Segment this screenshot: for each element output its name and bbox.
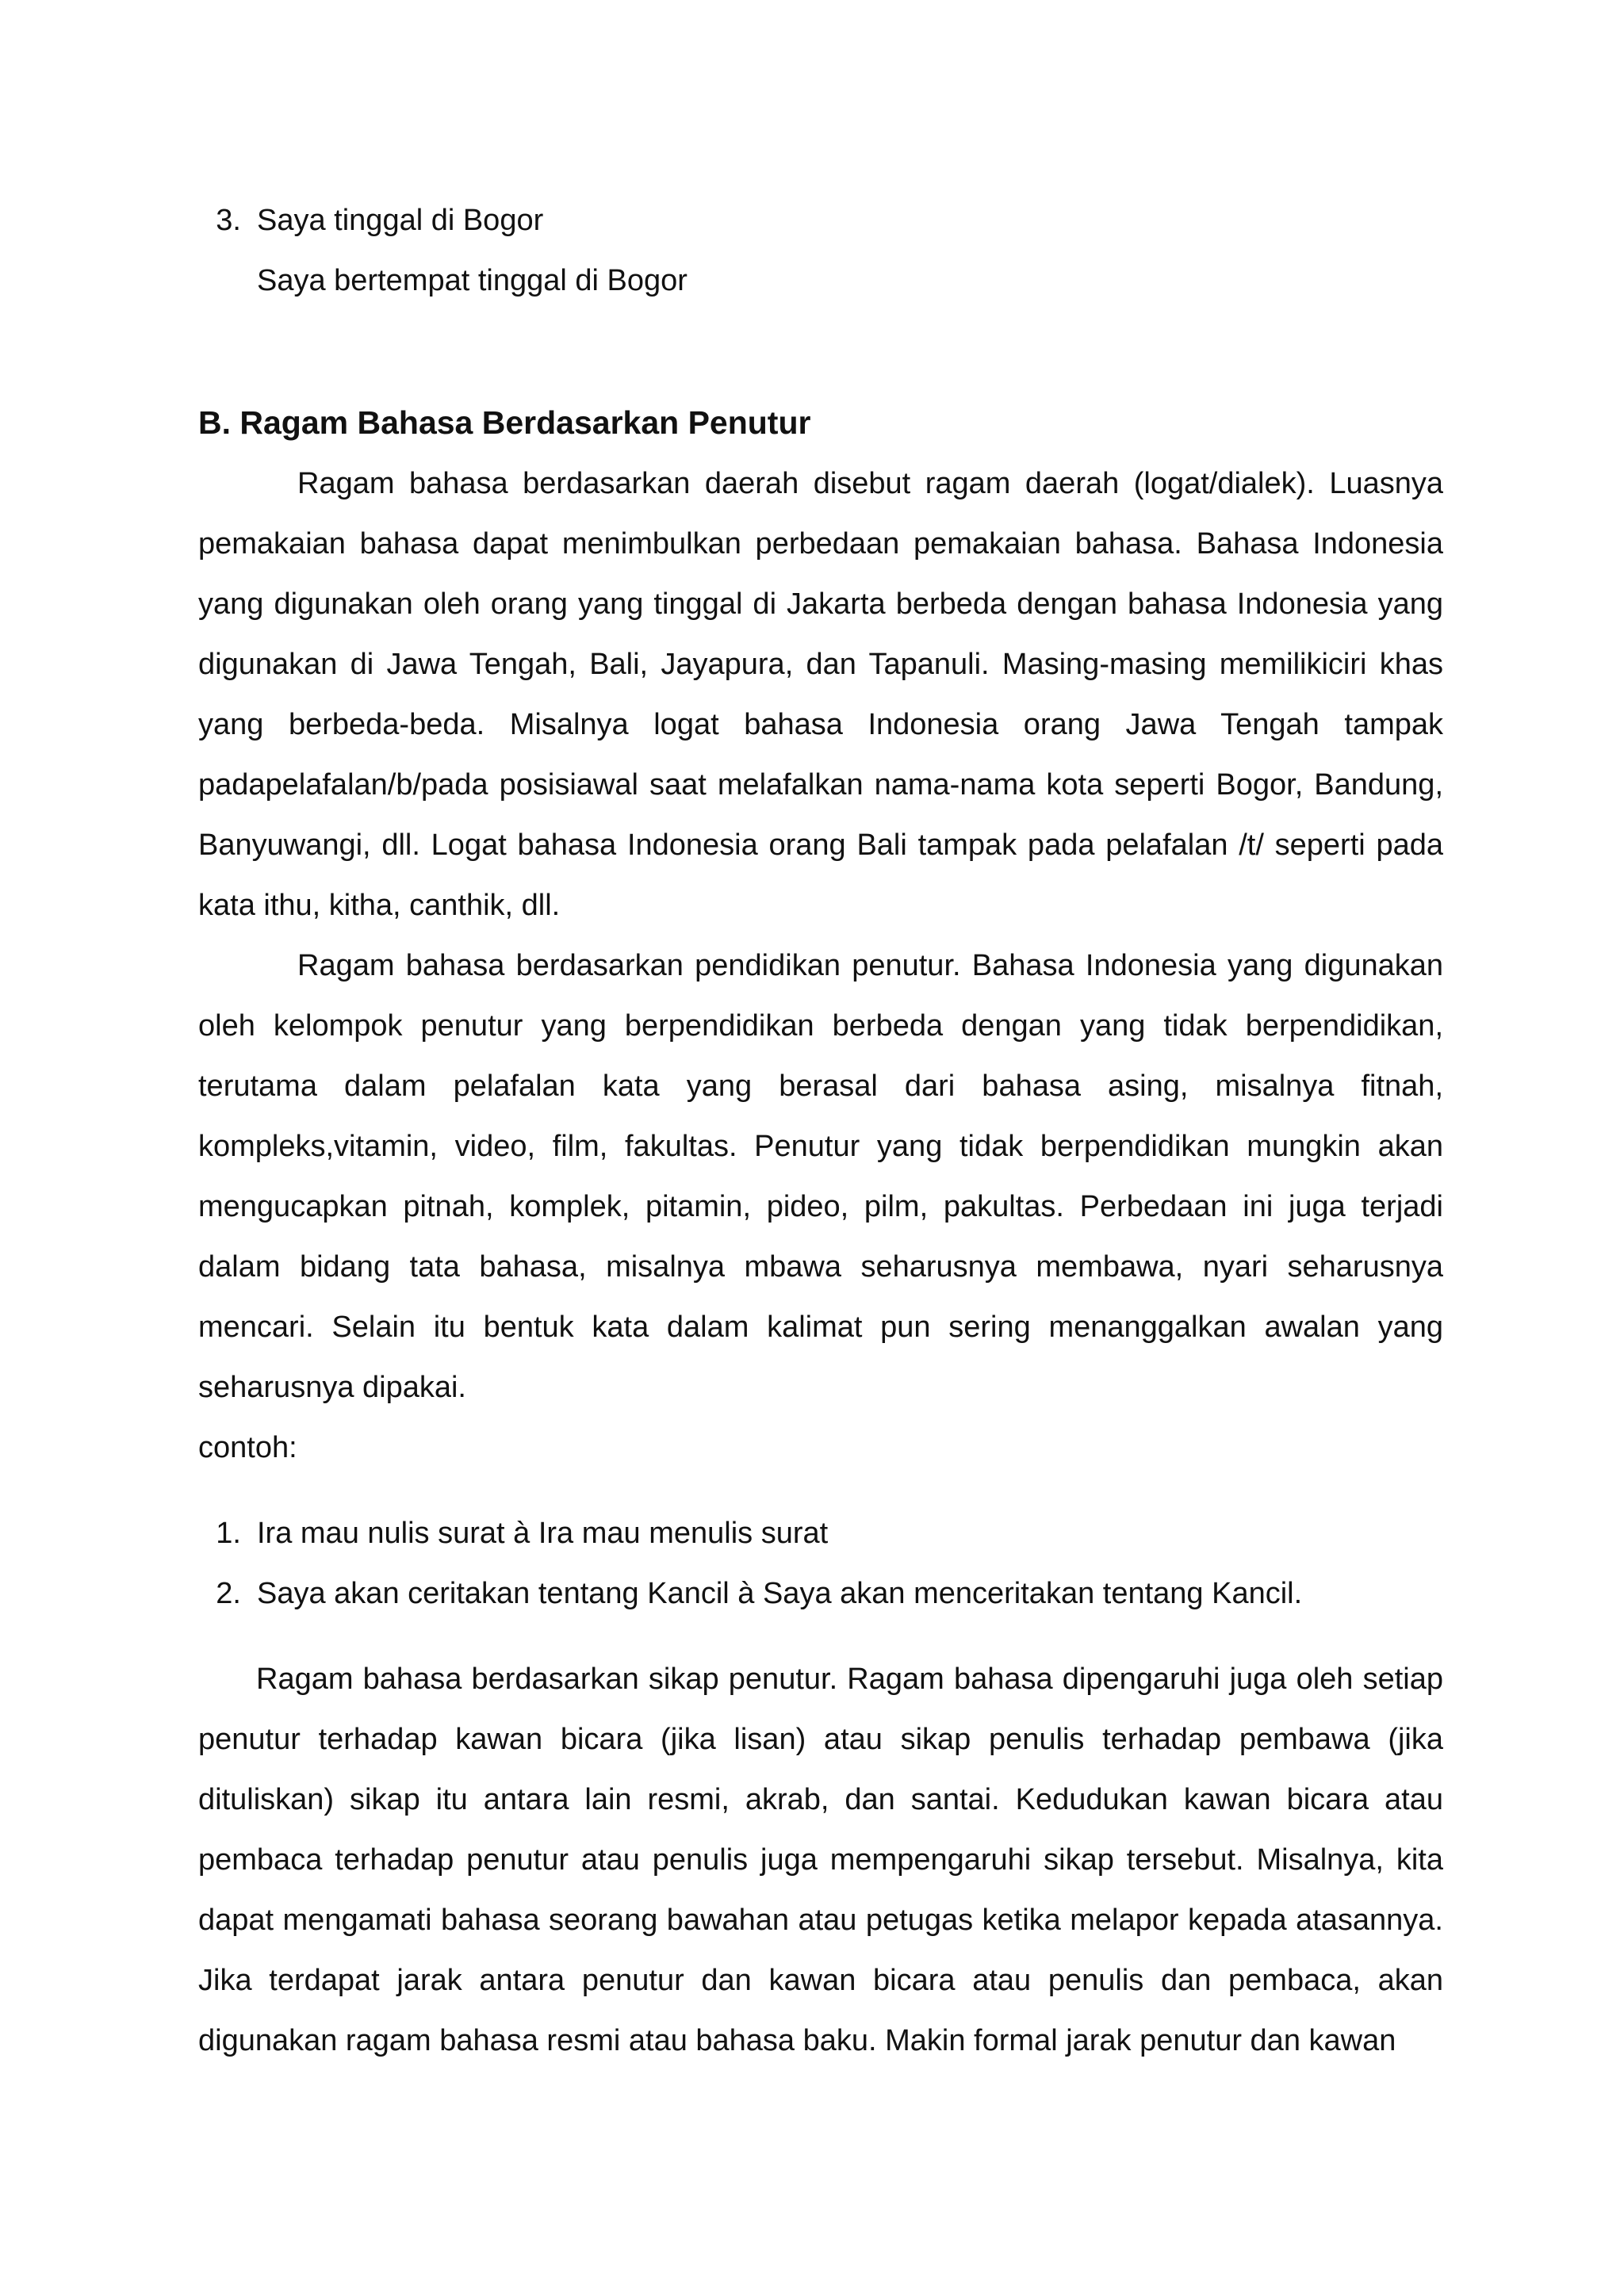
list-number: 2. — [216, 1577, 241, 1610]
document-page — [198, 190, 1443, 2071]
contoh-label: contoh: — [198, 1431, 297, 1464]
example-list — [198, 1503, 1443, 1624]
example-item-1 — [198, 1503, 1443, 1563]
section-heading: B. Ragam Bahasa Berdasarkan Penutur — [198, 404, 811, 441]
list-text: Saya tinggal di Bogor — [257, 204, 544, 237]
paragraph-pendidikan: Ragam bahasa berdasarkan pendidikan penutur. Bahasa Indonesia yang digunakan oleh kelompok penutur yang berpendidikan berbeda dengan yang tidak berpendidikan, terutama dalam pelafalan kata yang berasal dari bahasa asing, misalnya fitnah, kompleks,vitamin, video, film, fakultas. Penutur yang tidak berpendidikan mungkin akan mengucapkan pitnah, komplek, pitamin, pideo, pilm, pakultas. Perbedaan ini juga terjadi dalam bidang tata bahasa, misalnya mbawa seharusnya membawa, nyari seharusnya mencari. Selain itu bentuk kata dalam kalimat pun sering menanggalkan awalan yang seharusnya dipakai. — [198, 949, 1443, 1404]
list-text: Saya akan ceritakan tentang Kancil à Saya akan menceritakan tentang Kancil. — [257, 1577, 1303, 1610]
list-number: 3. — [216, 204, 241, 237]
list-text: Ira mau nulis surat à Ira mau menulis surat — [257, 1517, 829, 1550]
list-item-3-continuation: Saya bertempat tinggal di Bogor — [257, 264, 688, 297]
list-number: 1. — [216, 1517, 241, 1550]
list-item-3 — [198, 190, 1443, 251]
paragraph-sikap: Ragam bahasa berdasarkan sikap penutur. Ragam bahasa dipengaruhi juga oleh setiap penutur terhadap kawan bicara (jika lisan) atau sikap penulis terhadap pembawa (jika dituliskan) sikap itu antara lain resmi, akrab, dan santai. Kedudukan kawan bicara atau pembaca terhadap penutur atau penulis juga mempengaruhi sikap tersebut. Misalnya, kita dapat mengamati bahasa seorang bawahan atau petugas ketika melapor kepada atasannya. Jika terdapat jarak antara penutur dan kawan bicara atau penulis dan pembaca, akan digunakan ragam bahasa resmi atau bahasa baku. Makin formal jarak penutur dan kawan — [198, 1663, 1443, 2057]
paragraph-daerah: Ragam bahasa berdasarkan daerah disebut ragam daerah (logat/dialek). Luasnya pemakaian bahasa dapat menimbulkan perbedaan pemakaian bahasa. Bahasa Indonesia yang digunakan oleh orang yang tinggal di Jakarta berbeda dengan bahasa Indonesia yang digunakan di Jawa Tengah, Bali, Jayapura, dan Tapanuli. Masing-masing memilikiciri khas yang berbeda-beda. Misalnya logat bahasa Indonesia orang Jawa Tengah tampak padapelafalan/b/pada posisiawal saat melafalkan nama-nama kota seperti Bogor, Bandung, Banyuwangi, dll. Logat bahasa Indonesia orang Bali tampak pada pelafalan /t/ seperti pada kata ithu, kitha, canthik, dll. — [198, 467, 1443, 922]
example-item-2 — [198, 1563, 1443, 1624]
